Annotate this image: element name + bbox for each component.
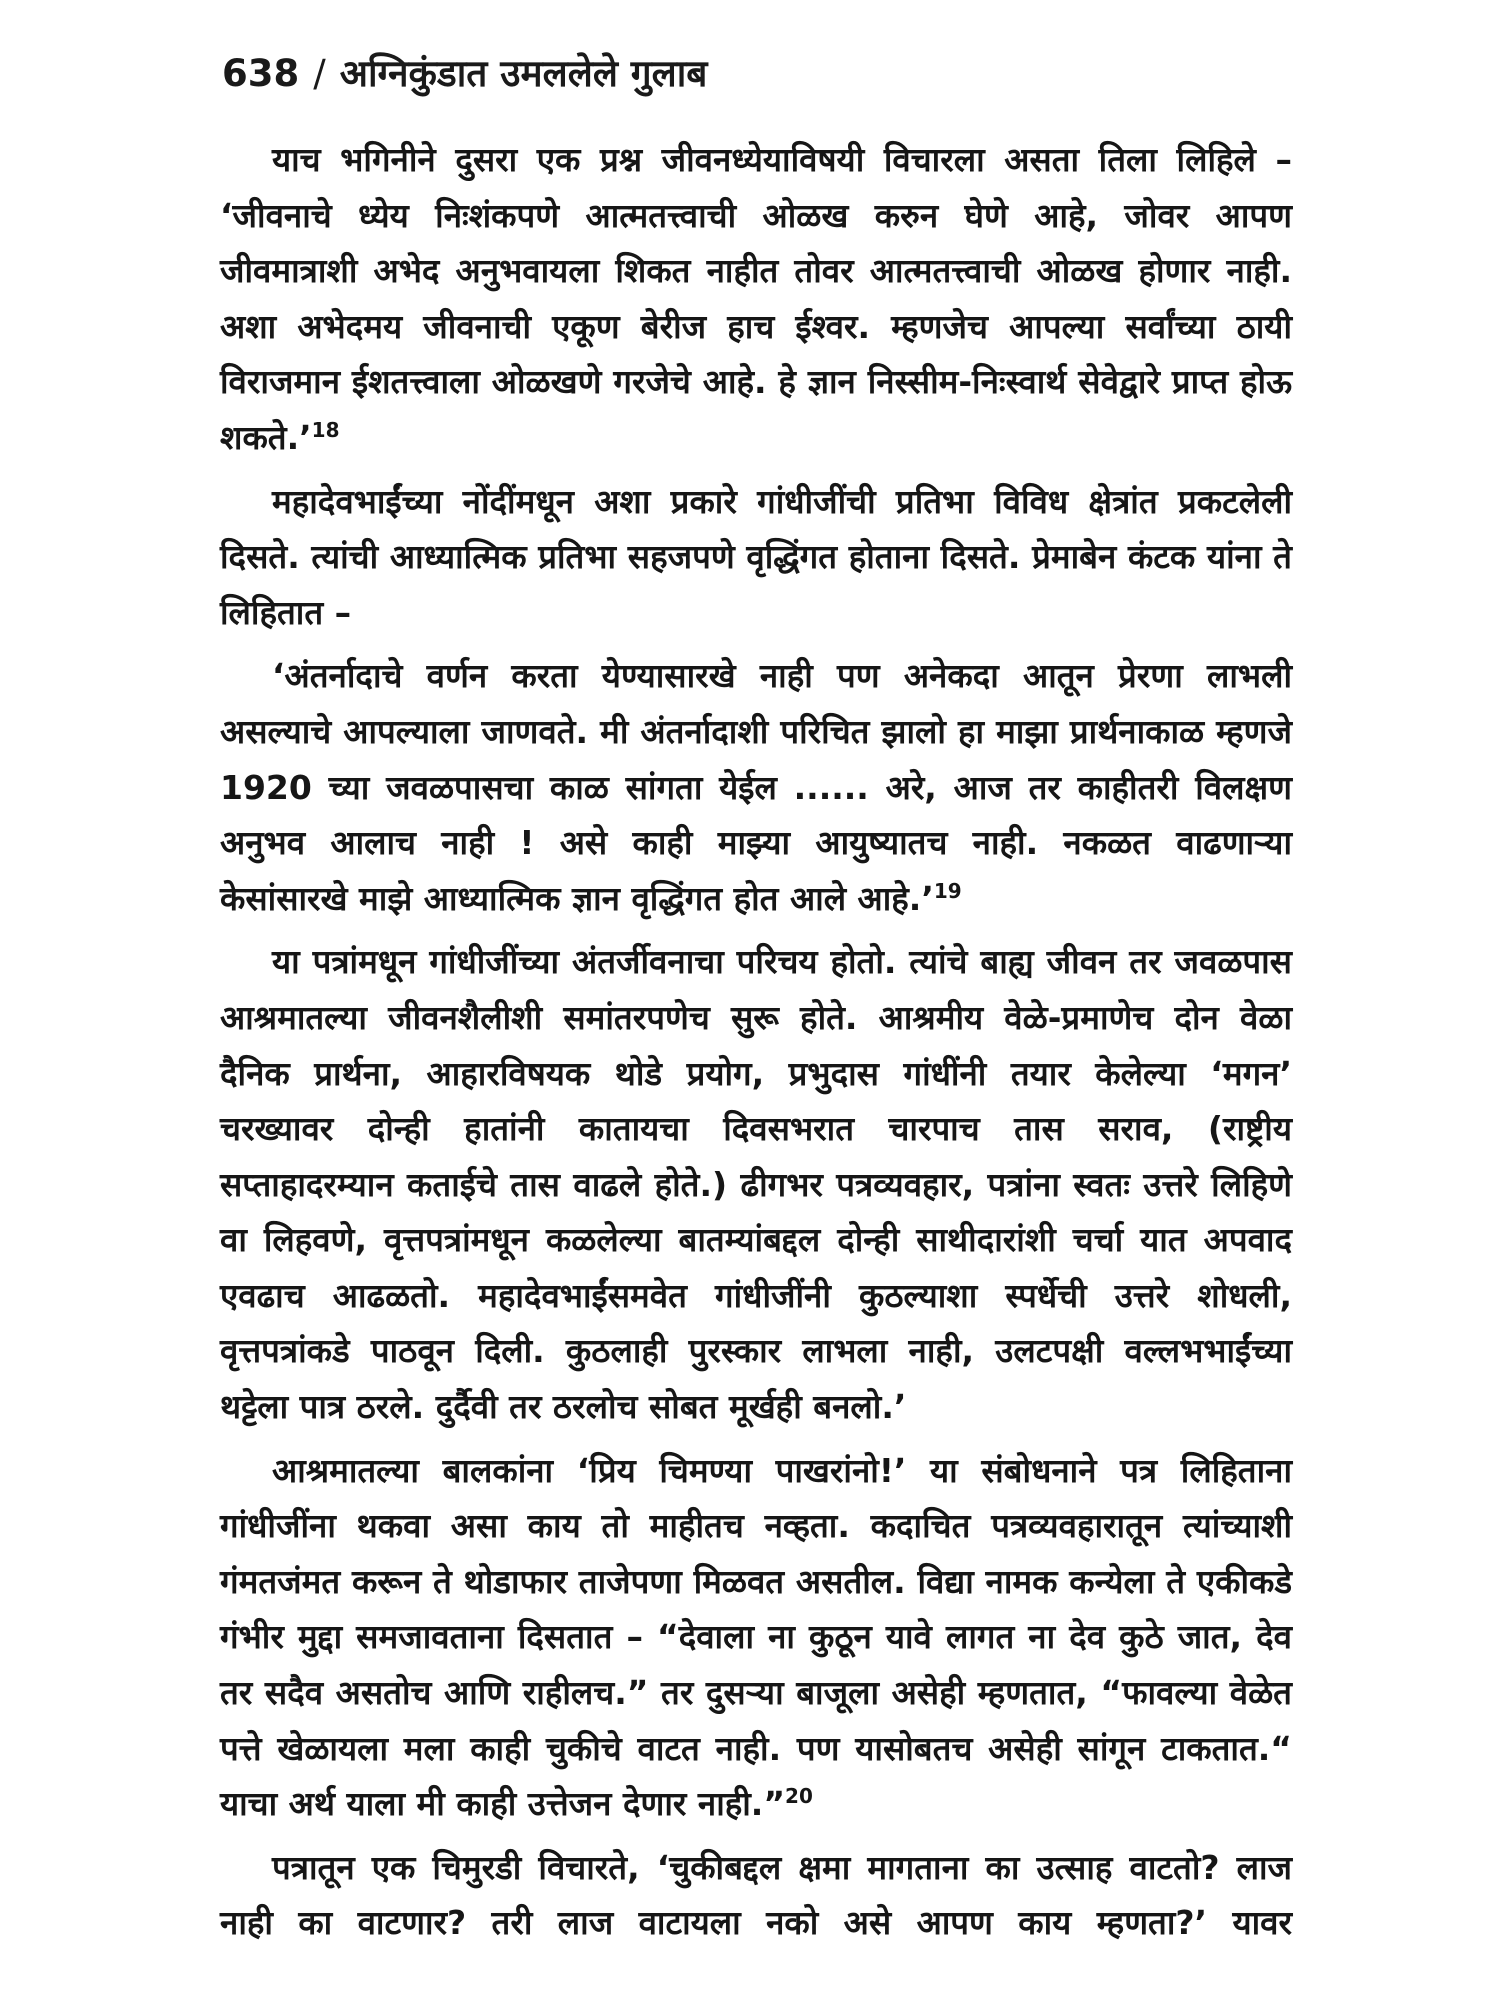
paragraph-text: ‘अंतर्नादाचे वर्णन करता येण्यासारखे नाही पण अनेकदा आतून प्रेरणा लाभली असल्याचे आपल्याला जाणवते. मी अंतर्नादाशी परिचित झालो हा माझा प्रार्थनाकाळ म्हणजे 1920 च्या जवळपासचा काळ सांगता येईल ...... अरे, आज तर काहीतरी विलक्षण अनुभव आलाच नाही ! असे काही माझ्या आयुष्यातच नाही. नकळत वाढणाऱ्या केसांसारखे माझे आध्यात्मिक ज्ञान वृद्धिंगत होत आले आहे.’ [220,656,1292,918]
paragraph-text: आश्रमातल्या बालकांना ‘प्रिय चिमण्या पाखरांनो!’ या संबोधनाने पत्र लिहिताना गांधीजींना थकवा असा काय तो माहीतच नव्हता. कदाचित पत्रव्यवहारातून त्यांच्याशी गंमतजंमत करून ते थोडाफार ताजेपणा मिळवत असतील. विद्या नामक कन्येला ते एकीकडे गंभीर मुद्दा समजावताना दिसतात – “देवाला ना कुठून यावे लागत ना देव कुठे जात, देव तर सदैव असतोच आणि राहीलच.” तर दुसऱ्या बाजूला असेही म्हणतात, “फावल्या वेळेत पत्ते खेळायला मला काही चुकीचे वाटत नाही. पण यासोबतच असेही सांगून टाकतात.“ याचा अर्थ याला मी काही उत्तेजन देणार नाही.” [220,1450,1292,1824]
paragraph-text: महादेवभाईंच्या नोंदींमधून अशा प्रकारे गांधीजींची प्रतिभा विविध क्षेत्रांत प्रकटलेली दिसते. त्यांची आध्यात्मिक प्रतिभा सहजपणे वृद्धिंगत होताना दिसते. प्रेमाबेन कंटक यांना ते लिहितात – [220,481,1292,632]
header-separator: / [313,52,326,95]
paragraph [220,648,1292,926]
paragraph [220,474,1292,641]
paragraph-text: याच भगिनीने दुसरा एक प्रश्न जीवनध्येयाविषयी विचारला असता तिला लिहिले – ‘जीवनाचे ध्येय निःशंकपणे आत्मतत्त्वाची ओळख करुन घेणे आहे, जोवर आपण जीवमात्राशी अभेद अनुभवायला शिकत नाहीत तोवर आत्मतत्त्वाची ओळख होणार नाही. अशा अभेदमय जीवनाची एकूण बेरीज हाच ईश्वर. म्हणजेच आपल्या सर्वांच्या ठायी विराजमान ईशतत्त्वाला ओळखणे गरजेचे आहे. हे ज्ञान निस्सीम-निःस्वार्थ सेवेद्वारे प्राप्त होऊ शकते.’ [220,140,1292,457]
body-text [220,132,1292,1951]
footnote-marker: 18 [311,417,340,442]
paragraph [220,132,1292,466]
paragraph [220,1443,1292,1832]
paragraph [220,1840,1292,1951]
page-number: 638 [222,52,300,95]
footnote-marker: 19 [933,878,962,903]
running-header [222,46,707,97]
footnote-marker: 20 [785,1784,813,1809]
paragraph [220,934,1292,1434]
paragraph-text: या पत्रांमधून गांधीजींच्या अंतर्जीवनाचा परिचय होतो. त्यांचे बाह्य जीवन तर जवळपास आश्रमातल्या जीवनशैलीशी समांतरपणेच सुरू होते. आश्रमीय वेळे-प्रमाणेच दोन वेळा दैनिक प्रार्थना, आहारविषयक थोडे प्रयोग, प्रभुदास गांधींनी तयार केलेल्या ‘मगन’ चरख्यावर दोन्ही हातांनी कातायचा दिवसभरात चारपाच तास सराव, (राष्ट्रीय सप्ताहादरम्यान कताईचे तास वाढले होते.) ढीगभर पत्रव्यवहार, पत्रांना स्वतः उत्तरे लिहिणे वा लिहवणे, वृत्तपत्रांमधून कळलेल्या बातम्यांबद्दल दोन्ही साथीदारांशी चर्चा यात अपवाद एवढाच आढळतो. महादेवभाईंसमवेत गांधीजींनी कुठल्याशा स्पर्धेची उत्तरे शोधली, वृत्तपत्रांकडे पाठवून दिली. कुठलाही पुरस्कार लाभला नाही, उलटपक्षी वल्लभभाईंच्या थट्टेला पात्र ठरले. दुर्दैवी तर ठरलोच सोबत मूर्खही बनलो.’ [220,942,1292,1427]
paragraph-text: पत्रातून एक चिमुरडी विचारते, ‘चुकीबद्दल क्षमा मागताना का उत्साह वाटतो? लाज नाही का वाटणार? तरी लाज वाटायला नको असे आपण काय म्हणता?’ यावर [220,1847,1292,1943]
book-title: अग्निकुंडात उमललेले गुलाब [339,52,708,95]
